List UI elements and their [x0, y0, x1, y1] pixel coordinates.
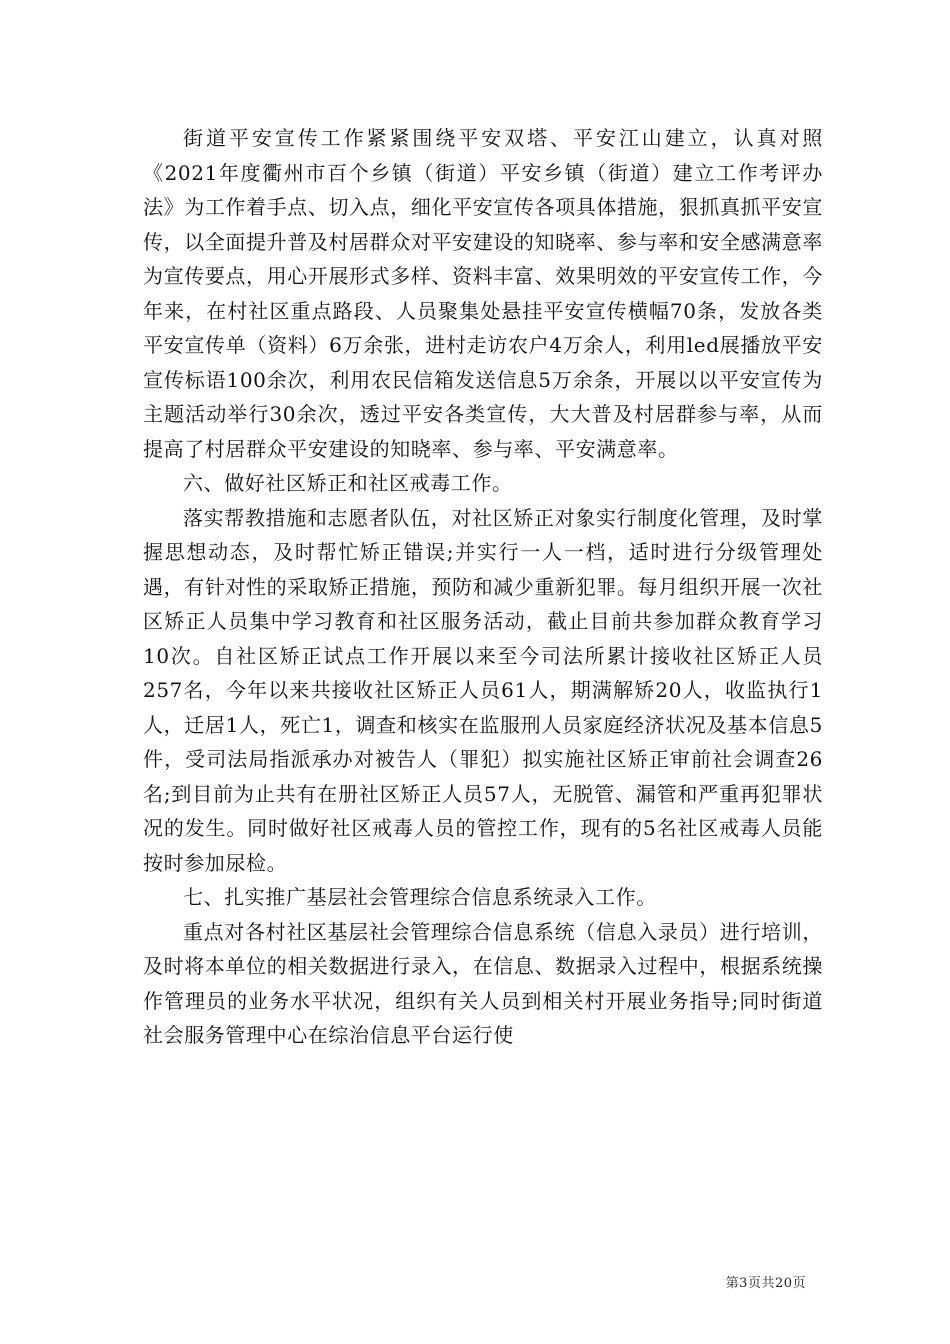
heading-info-system: 七、扎实推广基层社会管理综合信息系统录入工作。 — [183, 885, 657, 909]
page-number-footer: 第3页共20页 — [725, 1276, 806, 1291]
document-body — [143, 121, 823, 1053]
paragraph-community-correction: 落实帮教措施和志愿者队伍，对社区矫正对象实行制度化管理，及时掌握思想动态，及时帮忙矫正错误;并实行一人一档，适时进行分级管理处遇，有针对性的采取矫正措施，预防和减少重新犯罪。每月组织开展一次社区矫正人员集中学习教育和社区服务活动，截止目前共参加群众教育学习10次。自社区矫正试点工作开展以来至今司法所累计接收社区矫正人员257名，今年以来共接收社区矫正人员61人，期满解矫20人，收监执行1人，迁居1人，死亡1，调查和核实在监服刑人员家庭经济状况及基本信息5件，受司法局指派承办对被告人（罪犯）拟实施社区矫正审前社会调查26名;到目前为止共有在册社区矫正人员57人，无脱管、漏管和严重再犯罪状况的发生。同时做好社区戒毒人员的管控工作，现有的5名社区戒毒人员能按时参加尿检。 — [143, 505, 823, 875]
paragraph-info-system: 重点对各村社区基层社会管理综合信息系统（信息入录员）进行培训，及时将本单位的相关数据进行录入，在信息、数据录入过程中，根据系统操作管理员的业务水平状况，组织有关人员到相关村开展业务指导;同时街道社会服务管理中心在综治信息平台运行使 — [143, 919, 823, 1047]
paragraph-publicity-work: 街道平安宣传工作紧紧围绕平安双塔、平安江山建立，认真对照《2021年度衢州市百个乡镇（街道）平安乡镇（街道）建立工作考评办法》为工作着手点、切入点，细化平安宣传各项具体措施，狠抓真抓平安宣传，以全面提升普及村居群众对平安建设的知晓率、参与率和安全感满意率为宣传要点，用心开展形式多样、资料丰富、效果明效的平安宣传工作，今年来，在村社区重点路段、人员聚集处悬挂平安宣传横幅70条，发放各类平安宣传单（资料）6万余张，进村走访农户4万余人，利用led展播放平安宣传标语100余次，利用农民信箱发送信息5万余条，开展以以平安宣传为主题活动举行30余次，透过平安各类宣传，大大普及村居群参与率，从而提高了村居群众平安建设的知晓率、参与率、平安满意率。 — [143, 126, 823, 461]
heading-community-correction: 六、做好社区矫正和社区戒毒工作。 — [183, 471, 513, 495]
